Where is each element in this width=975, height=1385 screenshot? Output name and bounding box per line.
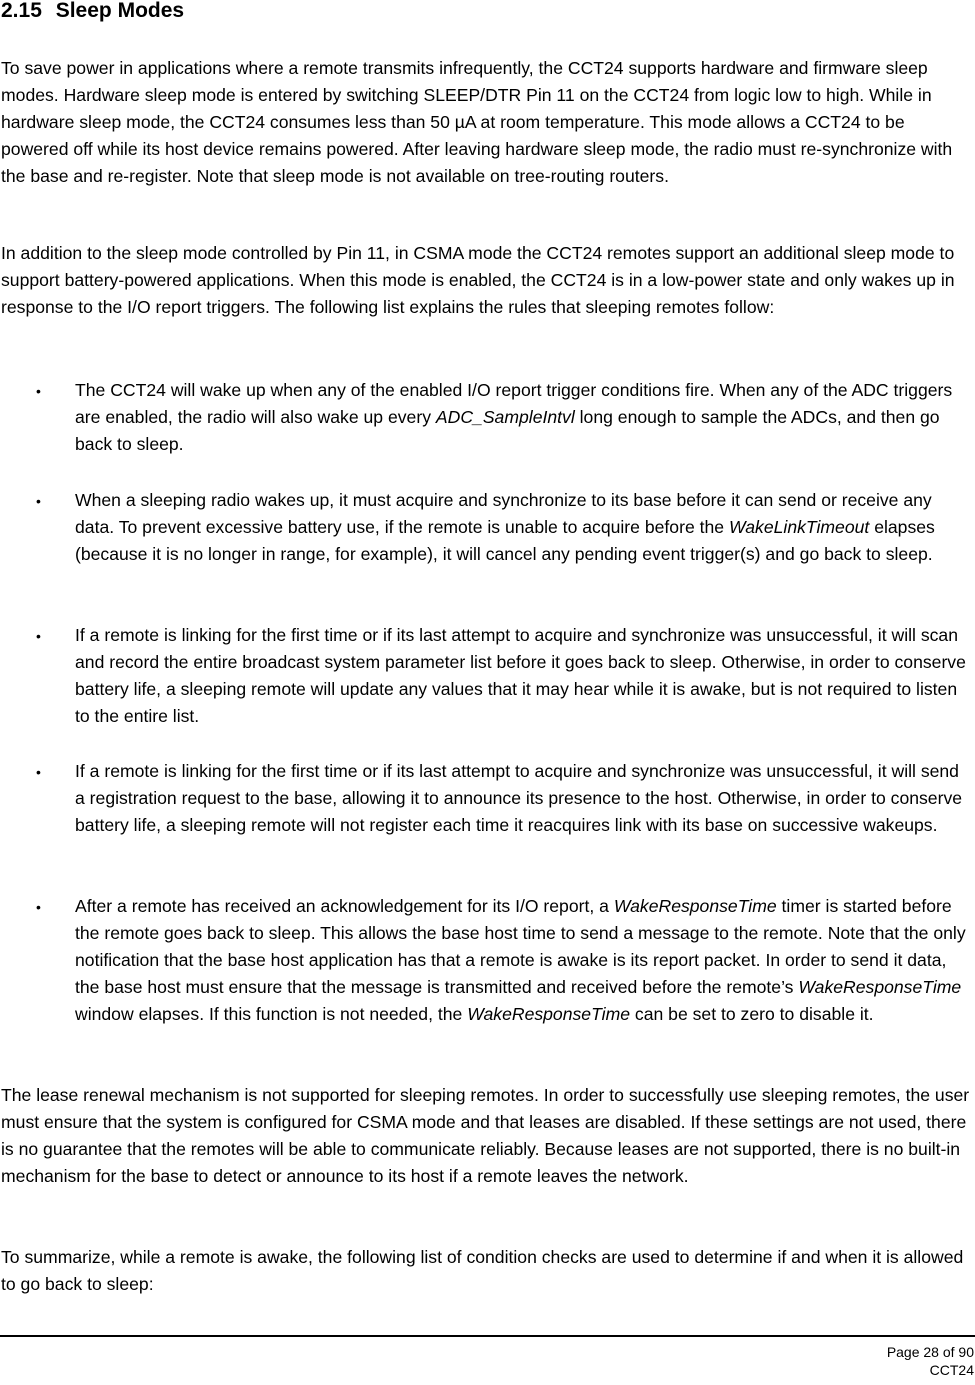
bullet-item-parameter-list: If a remote is linking for the first time or if its last attempt to acquire and synchronize was unsuccessful, it will scan and record the entire broadcast system parameter list before it goes back to sleep. Otherwise, in order to conserve battery life, a sleeping remote will update any values that it may hear while it is awake, but is not required to listen to the entire list.	[75, 625, 966, 726]
footer-page-number: Page 28 of 90	[886, 1344, 974, 1360]
footer-divider	[0, 1335, 975, 1337]
param-wake-response-time: WakeResponseTime	[467, 1004, 631, 1024]
section-number: 2.15	[1, 0, 42, 22]
param-wake-response-time: WakeResponseTime	[798, 977, 962, 997]
paragraph-additional-sleep: In addition to the sleep mode controlled by Pin 11, in CSMA mode the CCT24 remotes support an additional sleep mode to support battery-powered applications. When this mode is enabled, the CCT24 is in a low-power state and only wakes up in response to the I/O report triggers. The following list explains the rules that sleeping remotes follow:	[1, 243, 955, 317]
bullet-marker: •	[36, 764, 41, 780]
bullet-marker: •	[36, 383, 41, 399]
section-heading	[1, 0, 184, 24]
paragraph-hardware-sleep: To save power in applications where a remote transmits infrequently, the CCT24 supports hardware and firmware sleep modes. Hardware sleep mode is entered by switching SLEEP/DTR Pin 11 on the CCT24 from logic low to high. While in hardware sleep mode, the CCT24 consumes less than 50 µA at room temperature. This mode allows a CCT24 to be powered off while its host device remains powered. After leaving hardware sleep mode, the radio must re-synchronize with the base and re-register. Note that sleep mode is not available on tree-routing routers.	[1, 58, 953, 186]
footer-document-name: CCT24	[929, 1362, 974, 1378]
paragraph-lease-renewal: The lease renewal mechanism is not supported for sleeping remotes. In order to successfully use sleeping remotes, the user must ensure that the system is configured for CSMA mode and that leases are disabled. If these settings are not used, there is no guarantee that the remotes will be able to communicate reliably. Because leases are not supported, there is no built-in mechanism for the base to detect or announce to its host if a remote leaves the network.	[1, 1085, 970, 1186]
bullet-item-acquire-sync: When a sleeping radio wakes up, it must acquire and synchronize to its base before it can send or receive any data. To prevent excessive battery use, if the remote is unable to acquire before the WakeLinkTimeout elapses (because it is no longer in range, for example), it will cancel any pending event trigger(s) and go back to sleep.	[75, 490, 935, 564]
param-wake-response-time: WakeResponseTime	[613, 896, 777, 916]
bullet-marker: •	[36, 899, 41, 915]
bullet-item-wake-response-time: After a remote has received an acknowledgement for its I/O report, a WakeResponseTime timer is started before the remote goes back to sleep. This allows the base host time to send a message to the remote. Note that the only notification that the base host application has that a remote is awake is its report packet. In order to send it data, the base host must ensure that the message is transmitted and received before the remote’s WakeResponseTime window elapses. If this function is not needed, the WakeResponseTime can be set to zero to disable it.	[75, 896, 966, 1024]
bullet-item-registration: If a remote is linking for the first time or if its last attempt to acquire and synchronize was unsuccessful, it will send a registration request to the base, allowing it to announce its presence to the host. Otherwise, in order to conserve battery life, a sleeping remote will not register each time it reacquires link with its base on successive wakeups.	[75, 761, 963, 835]
bullet-item-wake-triggers: The CCT24 will wake up when any of the enabled I/O report trigger conditions fire. When any of the ADC triggers are enabled, the radio will also wake up every ADC_SampleIntvl long enough to sample the ADCs, and then go back to sleep.	[75, 380, 953, 454]
bullet-marker: •	[36, 493, 41, 509]
param-adc-sample-intvl: ADC_SampleIntvl	[435, 407, 575, 427]
paragraph-summary: To summarize, while a remote is awake, the following list of condition checks are used to determine if and when it is allowed to go back to sleep:	[1, 1247, 964, 1294]
section-title: Sleep Modes	[55, 0, 185, 22]
param-wake-link-timeout: WakeLinkTimeout	[728, 517, 870, 537]
bullet-marker: •	[36, 628, 41, 644]
